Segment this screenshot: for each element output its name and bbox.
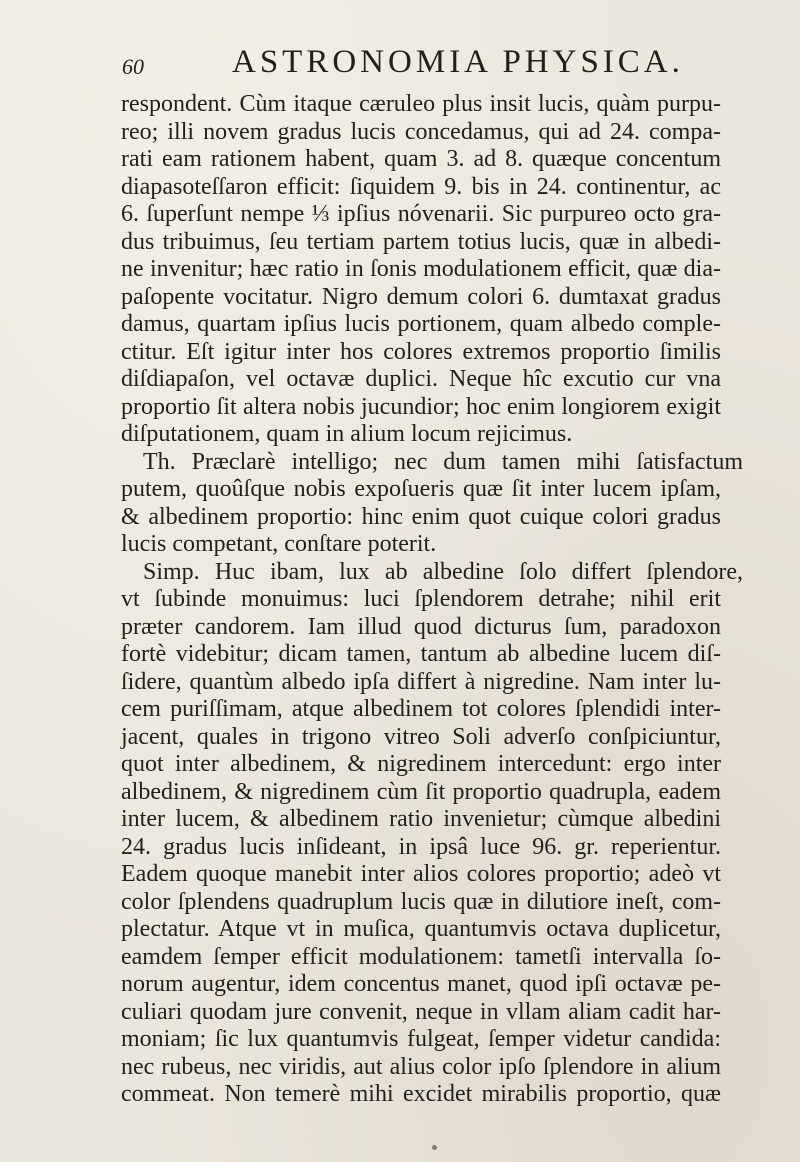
text-line: respondent. Cùm itaque cæruleo plus insit lucis, quàm purpu- — [121, 91, 721, 117]
text-line: dus tribuimus, ſeu tertiam partem totius lucis, quæ in albedi- — [121, 228, 721, 255]
text-line: lucis competant, conſtare poterit. — [121, 531, 437, 557]
text-line: commeat. Non temerè mihi excidet mirabilis proportio, quæ — [121, 1081, 721, 1107]
text-line: jacent, quales in trigono vitreo Soli adverſo conſpiciuntur, — [121, 723, 721, 750]
running-head: ASTRONOMIA PHYSICA. — [232, 44, 684, 80]
text-line: diapasoteſſaron efficit: ſiquidem 9. bis in 24. continentur, ac — [121, 173, 721, 200]
text-line: fortè videbitur; dicam tamen, tantum ab albedine lucem diſ- — [121, 641, 721, 667]
text-line: cem puriſſimam, atque albedinem tot colores ſplendidi inter- — [121, 696, 721, 722]
ink-spot — [432, 1145, 437, 1150]
text-line: damus, quartam ipſius lucis portionem, quam albedo comple- — [121, 311, 721, 337]
text-line: diſdiapaſon, vel octavæ duplici. Neque hîc excutio cur vna — [121, 366, 721, 392]
text-line: norum augentur, idem concentus manet, quod ipſi octavæ pe- — [121, 971, 721, 997]
text-line: præter candorem. Iam illud quod dicturus ſum, paradoxon — [121, 613, 721, 640]
text-line: proportio ſit altera nobis jucundior; hoc enim longiorem exigit — [121, 393, 721, 420]
text-line: ſidere, quantùm albedo ipſa differt à nigredine. Nam inter lu- — [121, 668, 721, 695]
text-line: color ſplendens quadruplum lucis quæ in dilutiore ineſt, com- — [121, 888, 721, 915]
text-line: plectatur. Atque vt in muſica, quantumvis octava duplicetur, — [121, 916, 721, 942]
text-line: Th. Præclarè intelligo; nec dum tamen mihi ſatisfactum — [143, 448, 743, 475]
text-line: ne invenitur; hæc ratio in ſonis modulationem efficit, quæ dia- — [121, 256, 721, 282]
text-line: eamdem ſemper efficit modulationem: tametſi intervalla ſo- — [121, 943, 721, 970]
page-number: 60 — [122, 54, 144, 79]
text-line: culiari quodam jure convenit, neque in vllam aliam cadit har- — [121, 998, 721, 1025]
text-line: reo; illi novem gradus lucis concedamus, qui ad 24. compa- — [121, 118, 721, 145]
text-line: nec rubeus, nec viridis, aut alius color ipſo ſplendore in alium — [121, 1053, 721, 1080]
text-line: paſopente vocitatur. Nigro demum colori 6. dumtaxat gradus — [121, 283, 721, 310]
text-line: putem, quoûſque nobis expoſueris quæ ſit inter lucem ipſam, — [121, 476, 721, 502]
text-line: inter lucem, & albedinem ratio invenietur; cùmque albedini — [121, 806, 721, 832]
text-line: albedinem, & nigredinem cùm ſit proportio quadrupla, eadem — [121, 778, 721, 805]
text-line: ctitur. Eſt igitur inter hos colores extremos proportio ſimilis — [121, 338, 721, 365]
page-header — [0, 44, 800, 84]
text-line: rati eam rationem habent, quam 3. ad 8. quæque concentum — [121, 146, 721, 172]
text-line: 6. ſuperſunt nempe ⅓ ipſius nóvenarii. Sic purpureo octo gra- — [121, 201, 721, 227]
text-line: quot inter albedinem, & nigredinem intercedunt: ergo inter — [121, 751, 721, 777]
text-line: & albedinem proportio: hinc enim quot cuique colori gradus — [121, 503, 721, 530]
text-line: Simp. Huc ibam, lux ab albedine ſolo differt ſplendore, — [143, 558, 743, 585]
text-line: diſputationem, quam in alium locum rejicimus. — [121, 421, 573, 447]
text-line: 24. gradus lucis inſideant, in ipsâ luce 96. gr. reperientur. — [121, 833, 721, 860]
text-line: vt ſubinde monuimus: luci ſplendorem detrahe; nihil erit — [121, 586, 721, 612]
body-text — [121, 91, 743, 1109]
text-line: moniam; ſic lux quantumvis fulgeat, ſemper videtur candida: — [121, 1026, 721, 1052]
text-line: Eadem quoque manebit inter alios colores proportio; adeò vt — [121, 861, 721, 887]
